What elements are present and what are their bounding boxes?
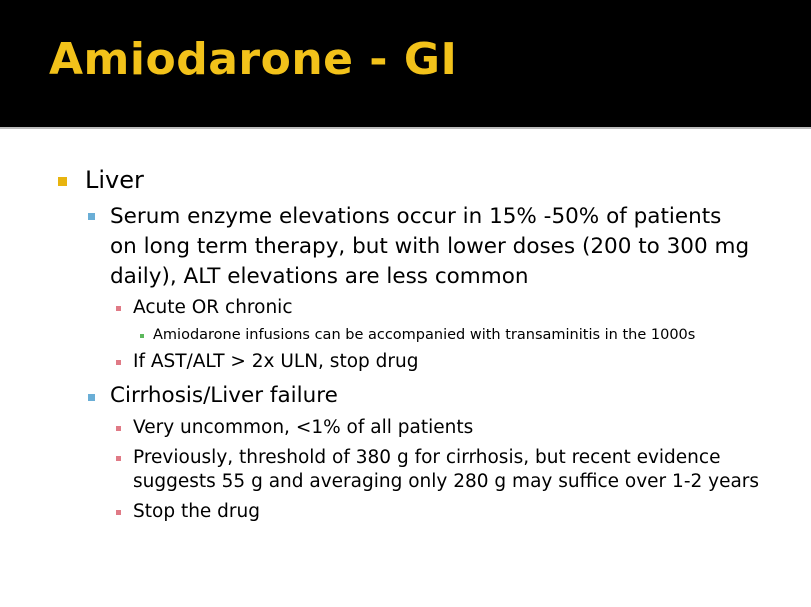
bullet-stop-drug: Stop the drug	[133, 501, 260, 522]
bullet-serum-enzyme-line-3: daily), ALT elevations are less common	[110, 264, 529, 289]
bullet-square-icon	[88, 394, 95, 401]
bullet-square-icon	[116, 306, 121, 311]
slide-title: Amiodarone - GI	[49, 34, 458, 85]
bullet-square-icon	[116, 360, 121, 365]
bullet-serum-enzyme-line-1: Serum enzyme elevations occur in 15% -50% of patients	[110, 204, 722, 229]
bullet-threshold-line-1: Previously, threshold of 380 g for cirrhosis, but recent evidence	[133, 447, 721, 468]
bullet-square-icon	[116, 510, 121, 515]
bullet-square-icon	[116, 456, 121, 461]
bullet-square-icon	[140, 334, 144, 338]
bullet-threshold-line-2: suggests 55 g and averaging only 280 g may suffice over 1-2 years	[133, 471, 760, 492]
bullet-very-uncommon: Very uncommon, <1% of all patients	[133, 417, 474, 438]
bullet-amiodarone-infusions: Amiodarone infusions can be accompanied with transaminitis in the 1000s	[153, 327, 696, 343]
bullet-serum-enzyme-line-2: on long term therapy, but with lower doses (200 to 300 mg	[110, 234, 750, 259]
bullet-acute-chronic: Acute OR chronic	[133, 297, 293, 318]
bullet-square-icon	[116, 426, 121, 431]
bullet-liver: Liver	[85, 166, 144, 194]
bullet-square-icon	[88, 213, 95, 220]
bullet-cirrhosis: Cirrhosis/Liver failure	[110, 383, 338, 408]
bullet-square-icon	[58, 177, 67, 186]
header-divider	[0, 127, 811, 129]
bullet-ast-alt: If AST/ALT > 2x ULN, stop drug	[133, 351, 419, 372]
